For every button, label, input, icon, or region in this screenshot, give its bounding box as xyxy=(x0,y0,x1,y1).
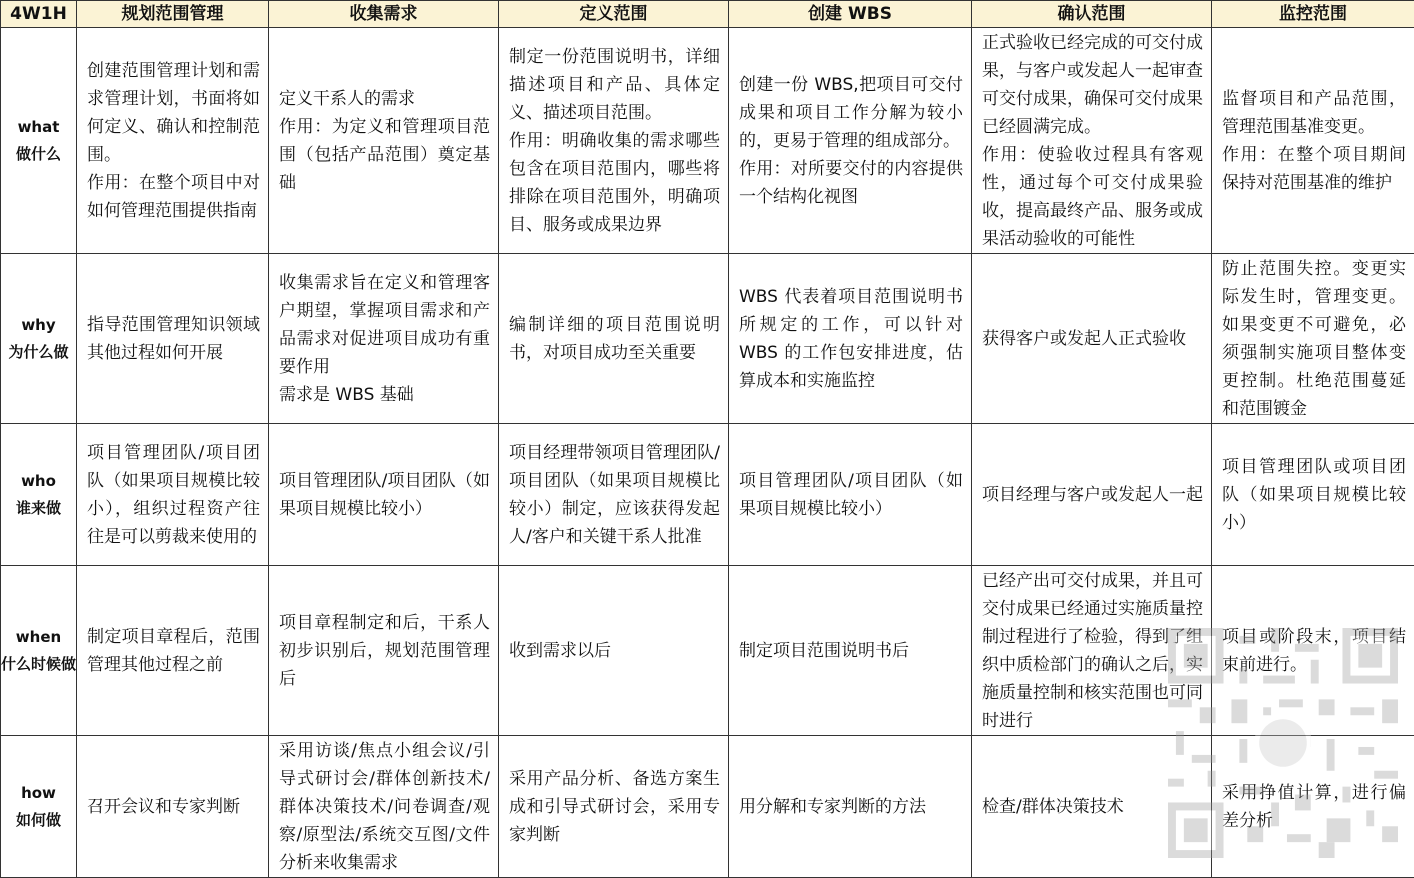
column-header-create-wbs: 创建 WBS xyxy=(729,1,972,28)
table-cell: 采用挣值计算，进行偏差分析 xyxy=(1212,736,1414,878)
row-key-cn: 如何做 xyxy=(1,807,76,834)
column-header-plan-scope: 规划范围管理 xyxy=(77,1,269,28)
table-cell: 创建一份 WBS,把项目可交付成果和项目工作分解为较小的，更易于管理的组成部分。 作用：对所要交付的内容提供一个结构化视图 xyxy=(729,28,972,254)
row-header-what xyxy=(1,28,77,254)
row-header-when xyxy=(1,566,77,736)
row-header-why xyxy=(1,254,77,424)
table-cell: 指导范围管理知识领域其他过程如何开展 xyxy=(77,254,269,424)
table-row-how xyxy=(1,736,1414,878)
row-header-how xyxy=(1,736,77,878)
table-cell: 制定一份范围说明书，详细描述项目和产品、具体定义、描述项目范围。 作用：明确收集的需求哪些包含在项目范围内，哪些将排除在项目范围外，明确项目、服务或成果边界 xyxy=(499,28,729,254)
table-cell: 监督项目和产品范围，管理范围基准变更。 作用：在整个项目期间保持对范围基准的维护 xyxy=(1212,28,1414,254)
row-key-en: how xyxy=(1,780,76,807)
corner-header: 4W1H xyxy=(1,1,77,28)
table-cell: 采用产品分析、备选方案生成和引导式研讨会，采用专家判断 xyxy=(499,736,729,878)
row-key-en: why xyxy=(1,312,76,339)
table-cell: 项目管理团队/项目团队（如果项目规模比较小），组织过程资产往往是可以剪裁来使用的 xyxy=(77,424,269,566)
table-cell: 项目经理带领项目管理团队/项目团队（如果项目规模比较小）制定，应该获得发起人/客户和关键干系人批准 xyxy=(499,424,729,566)
table-cell: 定义干系人的需求 作用：为定义和管理项目范围（包括产品范围）奠定基础 xyxy=(269,28,499,254)
table-cell: 项目管理团队/项目团队（如果项目规模比较小） xyxy=(729,424,972,566)
row-key-en: when xyxy=(1,624,76,651)
table-cell: 用分解和专家判断的方法 xyxy=(729,736,972,878)
row-key-cn: 做什么 xyxy=(1,141,76,168)
table-cell: 正式验收已经完成的可交付成果，与客户或发起人一起审查可交付成果，确保可交付成果已经圆满完成。 作用：使验收过程具有客观性，通过每个可交付成果验收，提高最终产品、服务或成果活动验收的可能性 xyxy=(972,28,1212,254)
column-header-collect-requirements: 收集需求 xyxy=(269,1,499,28)
table-cell: 收集需求旨在定义和管理客户期望，掌握项目需求和产品需求对促进项目成功有重要作用 需求是 WBS 基础 xyxy=(269,254,499,424)
row-key-cn: 什么时候做 xyxy=(1,651,76,678)
table-row-when xyxy=(1,566,1414,736)
header-row xyxy=(1,1,1414,28)
table-cell: WBS 代表着项目范围说明书所规定的工作，可以针对 WBS 的工作包安排进度，估算成本和实施监控 xyxy=(729,254,972,424)
table-cell: 收到需求以后 xyxy=(499,566,729,736)
table-cell: 采用访谈/焦点小组会议/引导式研讨会/群体创新技术/群体决策技术/问卷调查/观察/原型法/系统交互图/文件分析来收集需求 xyxy=(269,736,499,878)
table-row-who xyxy=(1,424,1414,566)
column-header-define-scope: 定义范围 xyxy=(499,1,729,28)
row-key-cn: 谁来做 xyxy=(1,495,76,522)
row-header-who xyxy=(1,424,77,566)
table-cell: 项目章程制定和后，干系人初步识别后，规划范围管理后 xyxy=(269,566,499,736)
table-cell: 制定项目章程后，范围管理其他过程之前 xyxy=(77,566,269,736)
table-cell: 防止范围失控。变更实际发生时，管理变更。如果变更不可避免，必须强制实施项目整体变更控制。杜绝范围蔓延和范围镀金 xyxy=(1212,254,1414,424)
table-cell: 项目管理团队/项目团队（如果项目规模比较小） xyxy=(269,424,499,566)
table-row-what xyxy=(1,28,1414,254)
column-header-control-scope: 监控范围 xyxy=(1212,1,1414,28)
table-cell: 已经产出可交付成果，并且可交付成果已经通过实施质量控制过程进行了检验，得到了组织中质检部门的确认之后，实施质量控制和核实范围也可同时进行 xyxy=(972,566,1212,736)
table-cell: 检查/群体决策技术 xyxy=(972,736,1212,878)
table-row-why xyxy=(1,254,1414,424)
table-cell: 项目或阶段末，项目结束前进行。 xyxy=(1212,566,1414,736)
table-cell: 召开会议和专家判断 xyxy=(77,736,269,878)
column-header-validate-scope: 确认范围 xyxy=(972,1,1212,28)
table-cell: 项目经理与客户或发起人一起 xyxy=(972,424,1212,566)
table-cell: 创建范围管理计划和需求管理计划，书面将如何定义、确认和控制范围。 作用：在整个项目中对如何管理范围提供指南 xyxy=(77,28,269,254)
table-cell: 编制详细的项目范围说明书，对项目成功至关重要 xyxy=(499,254,729,424)
table-cell: 获得客户或发起人正式验收 xyxy=(972,254,1212,424)
row-key-en: who xyxy=(1,468,76,495)
table-cell: 制定项目范围说明书后 xyxy=(729,566,972,736)
row-key-cn: 为什么做 xyxy=(1,339,76,366)
row-key-en: what xyxy=(1,114,76,141)
table-cell: 项目管理团队或项目团队（如果项目规模比较小） xyxy=(1212,424,1414,566)
